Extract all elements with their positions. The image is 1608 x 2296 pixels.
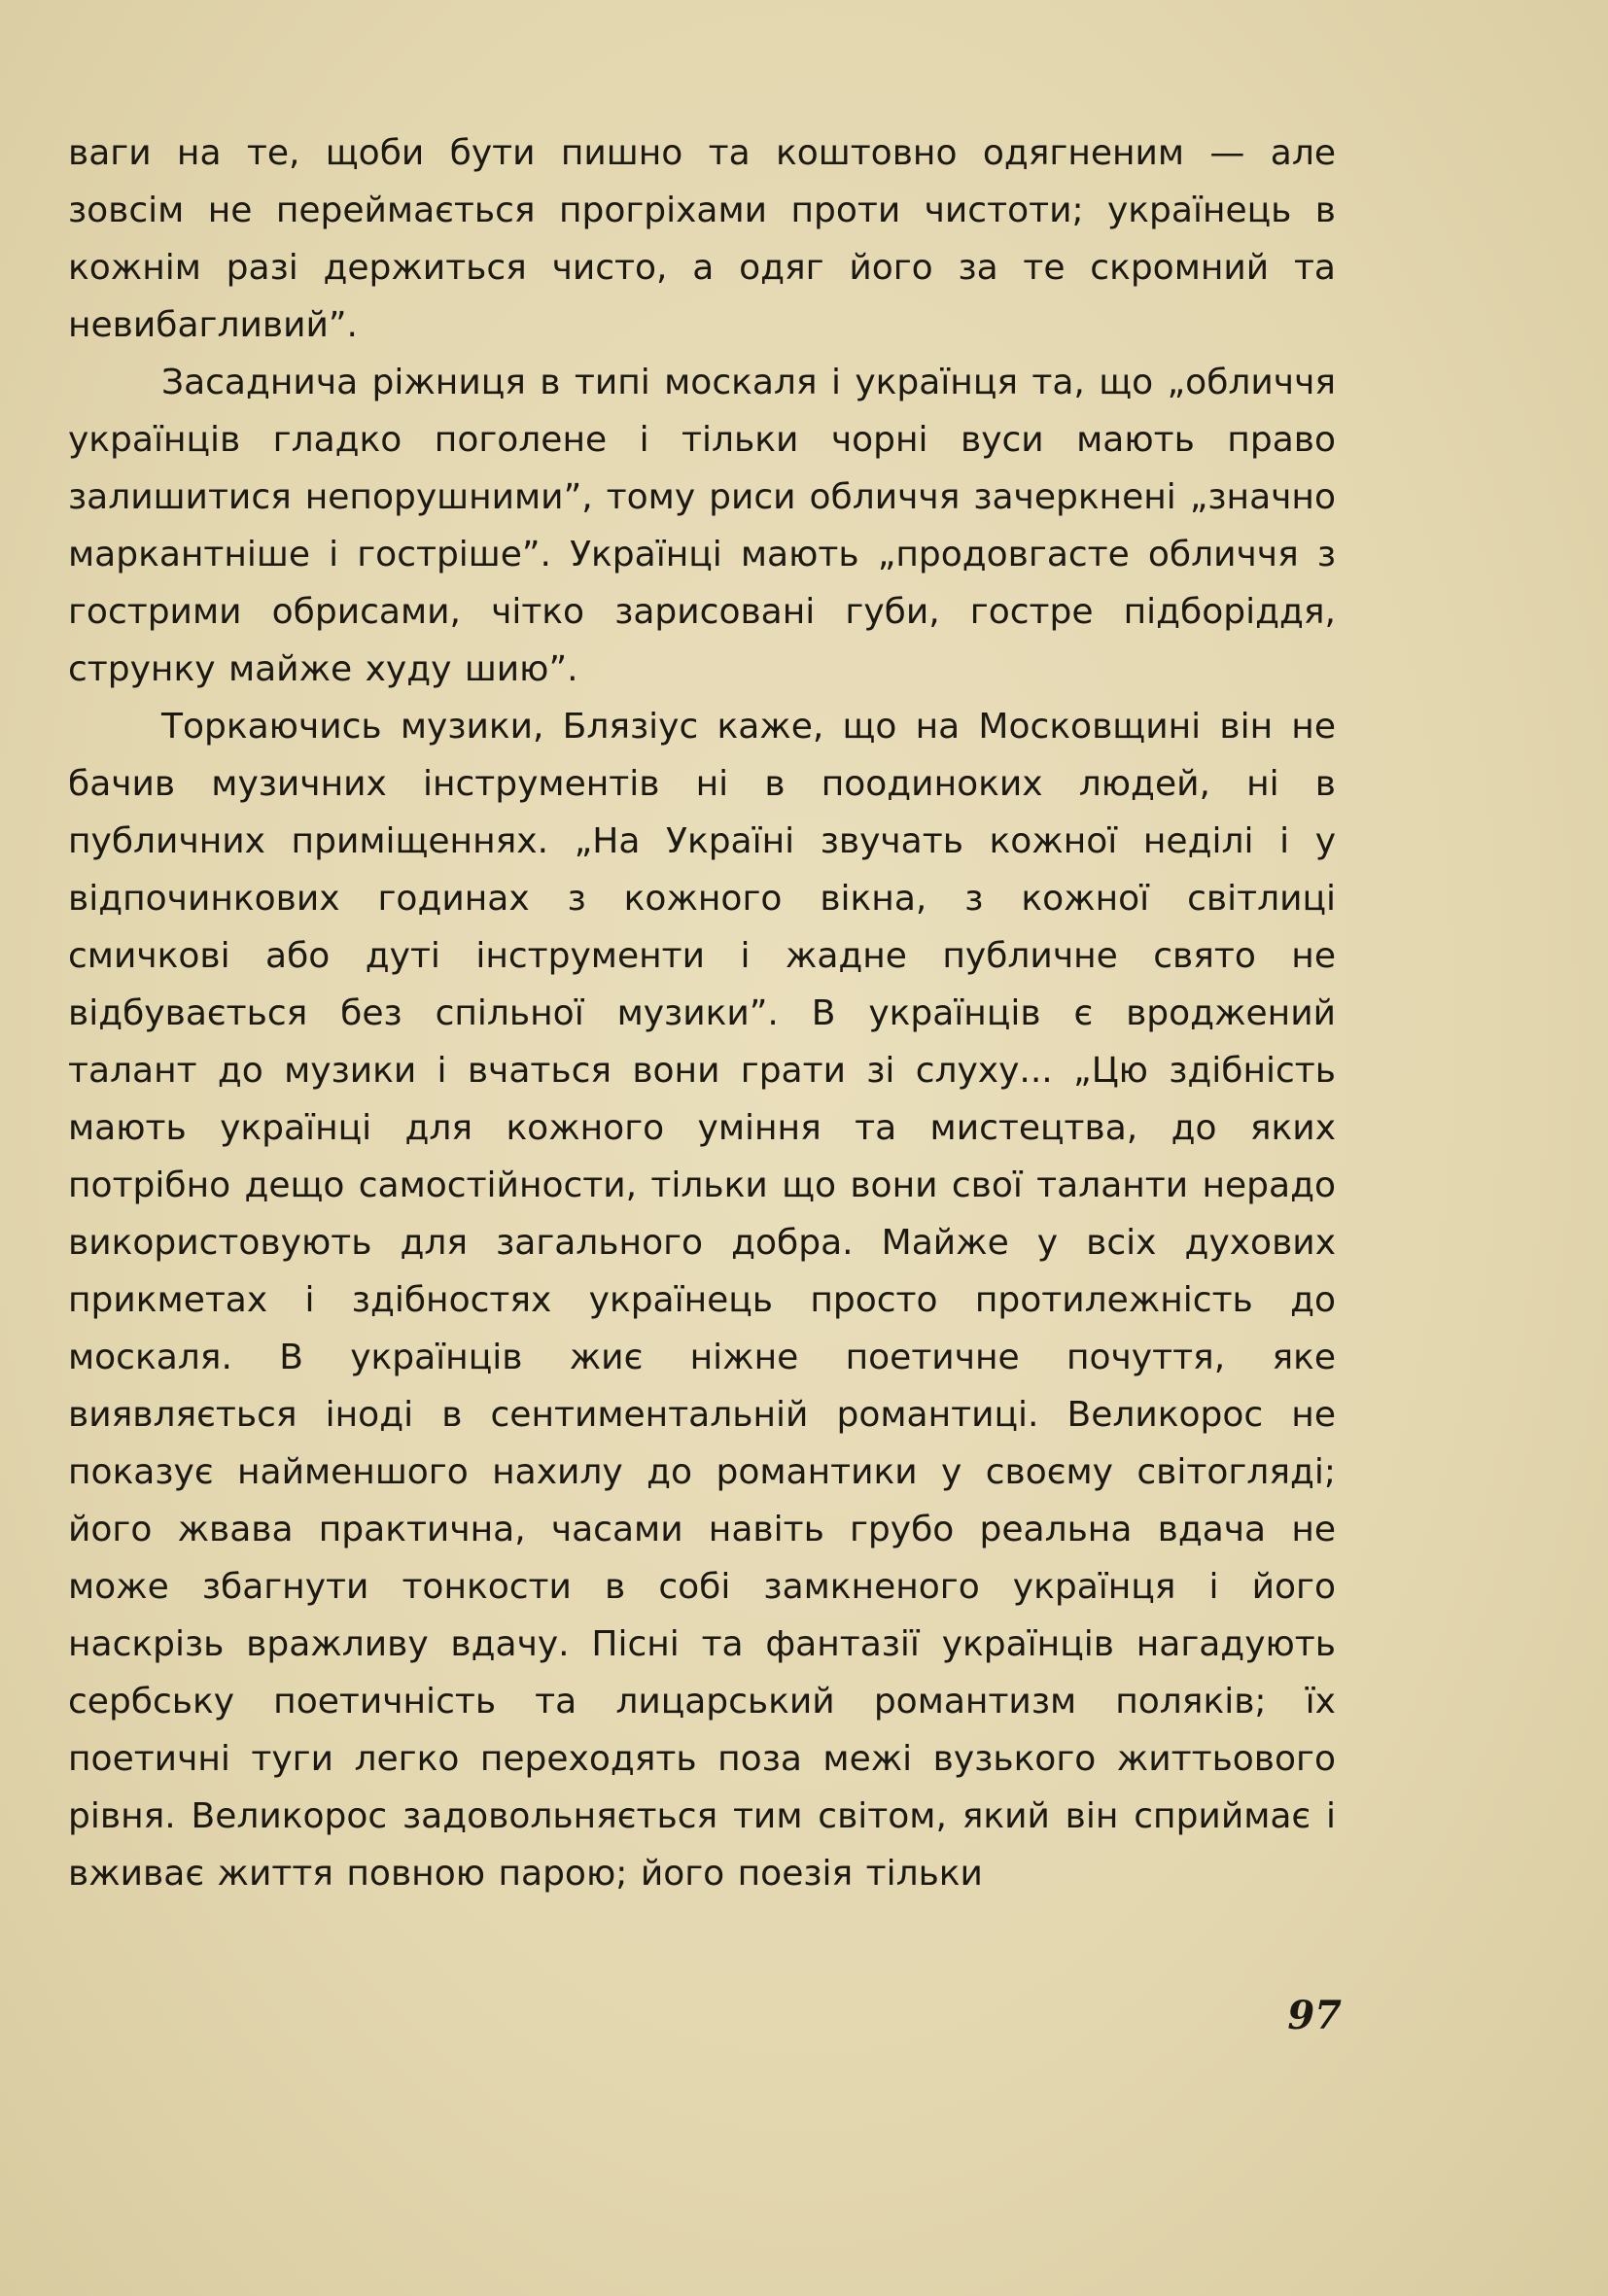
body-text [68, 124, 1336, 1902]
paragraph-1: ваги на те, щоби бути пишно та коштовно одягненим — але зовсім не переймається прогріхами проти чистоти; українець в кожнім разі держиться чисто, а одяг його за те скромний та невибагливий”. [68, 133, 1336, 345]
paragraph-3: Торкаючись музики, Блязіус каже, що на Московщині він не бачив музичних інструментів ні в поодиноких людей, ні в публичних приміщеннях. „На Україні звучать кожної неділі і у відпочинкових годинах з кожного вікна, з кожної світлиці смичкові або дуті інструменти і жадне публичне свято не відбувається без спільної музики”. В українців є вроджений талант до музики і вчаться вони грати зі слуху... „Цю здібність мають українці для кожного уміння та мистецтва, до яких потрібно дещо самостійности, тільки що вони свої таланти нерадо використовують для загального добра. Майже у всіх духових прикметах і здібностях українець просто протилежність до москаля. В українців жиє ніжне поетичне почуття, яке виявляється іноді в сентиментальній романтиці. Великорос не показує найменшого нахилу до романтики у своєму світогляді; його жвава практична, часами навіть грубо реальна вдача не може збагнути тонкости в собі замкненого українця і його наскрізь вражливу вдачу. Пісні та фантазії українців нагадують сербську поетичність та лицарський романтизм поляків; їх поетичні туги легко переходять поза межі вузького життьового рівня. Великорос задовольняється тим світом, який він сприймає і вживає життя повною парою; його поезія тільки [68, 707, 1336, 1894]
page-number: 97 [1287, 1993, 1342, 2038]
paragraph-2: Засаднича ріжниця в типі москаля і українця та, що „обличчя українців гладко поголене і тільки чорні вуси мають право залишитися непорушними”, тому риси обличчя зачеркнені „значно маркантніше і гостріше”. Українці мають „продовгасте обличчя з гострими обрисами, чітко зарисовані губи, гостре підборіддя, струнку майже худу шию”. [68, 363, 1336, 689]
